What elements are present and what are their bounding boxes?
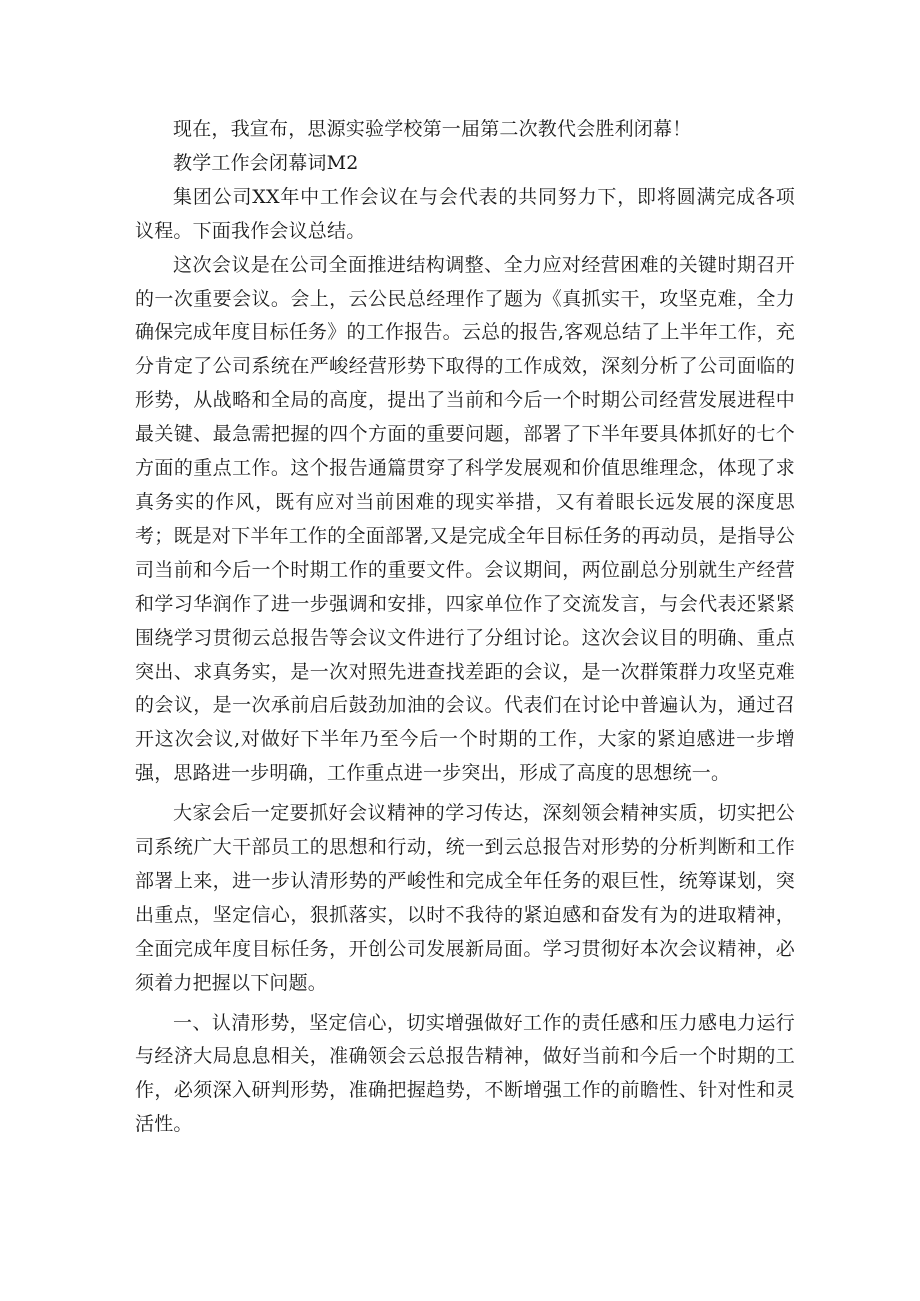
paragraph-meeting-summary: 这次会议是在公司全面推进结构调整、全力应对经营困难的关键时期召开的一次重要会议。会上，云公民总经理作了题为《真抓实干，攻坚克难，全力确保完成年度目标任务》的工作报告。云总的报告,客观总结了上半年工作，充分肯定了公司系统在严峻经营形势下取得的工作成效，深刻分析了公司面临的形势，从战略和全局的高度，提出了当前和今后一个时期公司经营发展进程中最关键、最急需把握的四个方面的重要问题，部署了下半年要具体抓好的七个方面的重点工作。这个报告通篇贯穿了科学发展观和价值思维理念，体现了求真务实的作风，既有应对当前困难的现实举措，又有着眼长远发展的深度思考；既是对下半年工作的全面部署,又是完成全年目标任务的再动员，是指导公司当前和今后一个时期工作的重要文件。会议期间，两位副总分别就生产经营和学习华润作了进一步强调和安排，四家单位作了交流发言，与会代表还紧紧围绕学习贯彻云总报告等会议文件进行了分组讨论。这次会议目的明确、重点突出、求真务实，是一次对照先进查找差距的会议，是一次群策群力攻坚克难的会议，是一次承前启后鼓劲加油的会议。代表们在讨论中普遍认为，通过召开这次会议,对做好下半年乃至今后一个时期的工作，大家的紧迫感进一步增强，思路进一步明确，工作重点进一步突出，形成了高度的思想统一。 [135,253,795,785]
document-body [135,113,795,1142]
paragraph-follow-up: 大家会后一定要抓好会议精神的学习传达，深刻领会精神实质，切实把公司系统广大干部员工的思想和行动，统一到云总报告对形势的分析判断和工作部署上来，进一步认清形势的严峻性和完成全年任务的艰巨性，统筹谋划，突出重点，坚定信心，狠抓落实，以时不我待的紧迫感和奋发有为的进取精神，全面完成年度目标任务，开创公司发展新局面。学习贯彻好本次会议精神，必须着力把握以下问题。 [135,802,795,994]
paragraph-intro: 集团公司XX年中工作会议在与会代表的共同努力下，即将圆满完成各项议程。下面我作会议总结。 [135,185,795,242]
closing-announcement: 现在，我宣布，思源实验学校第一届第二次教代会胜利闭幕！ [173,118,692,140]
section-title: 教学工作会闭幕词M2 [173,151,359,174]
paragraph-point-one: 一、认清形势，坚定信心，切实增强做好工作的责任感和压力感电力运行与经济大局息息相关，准确领会云总报告精神，做好当前和今后一个时期的工作，必须深入研判形势，准确把握趋势，不断增强工作的前瞻性、针对性和灵活性。 [135,1011,795,1136]
